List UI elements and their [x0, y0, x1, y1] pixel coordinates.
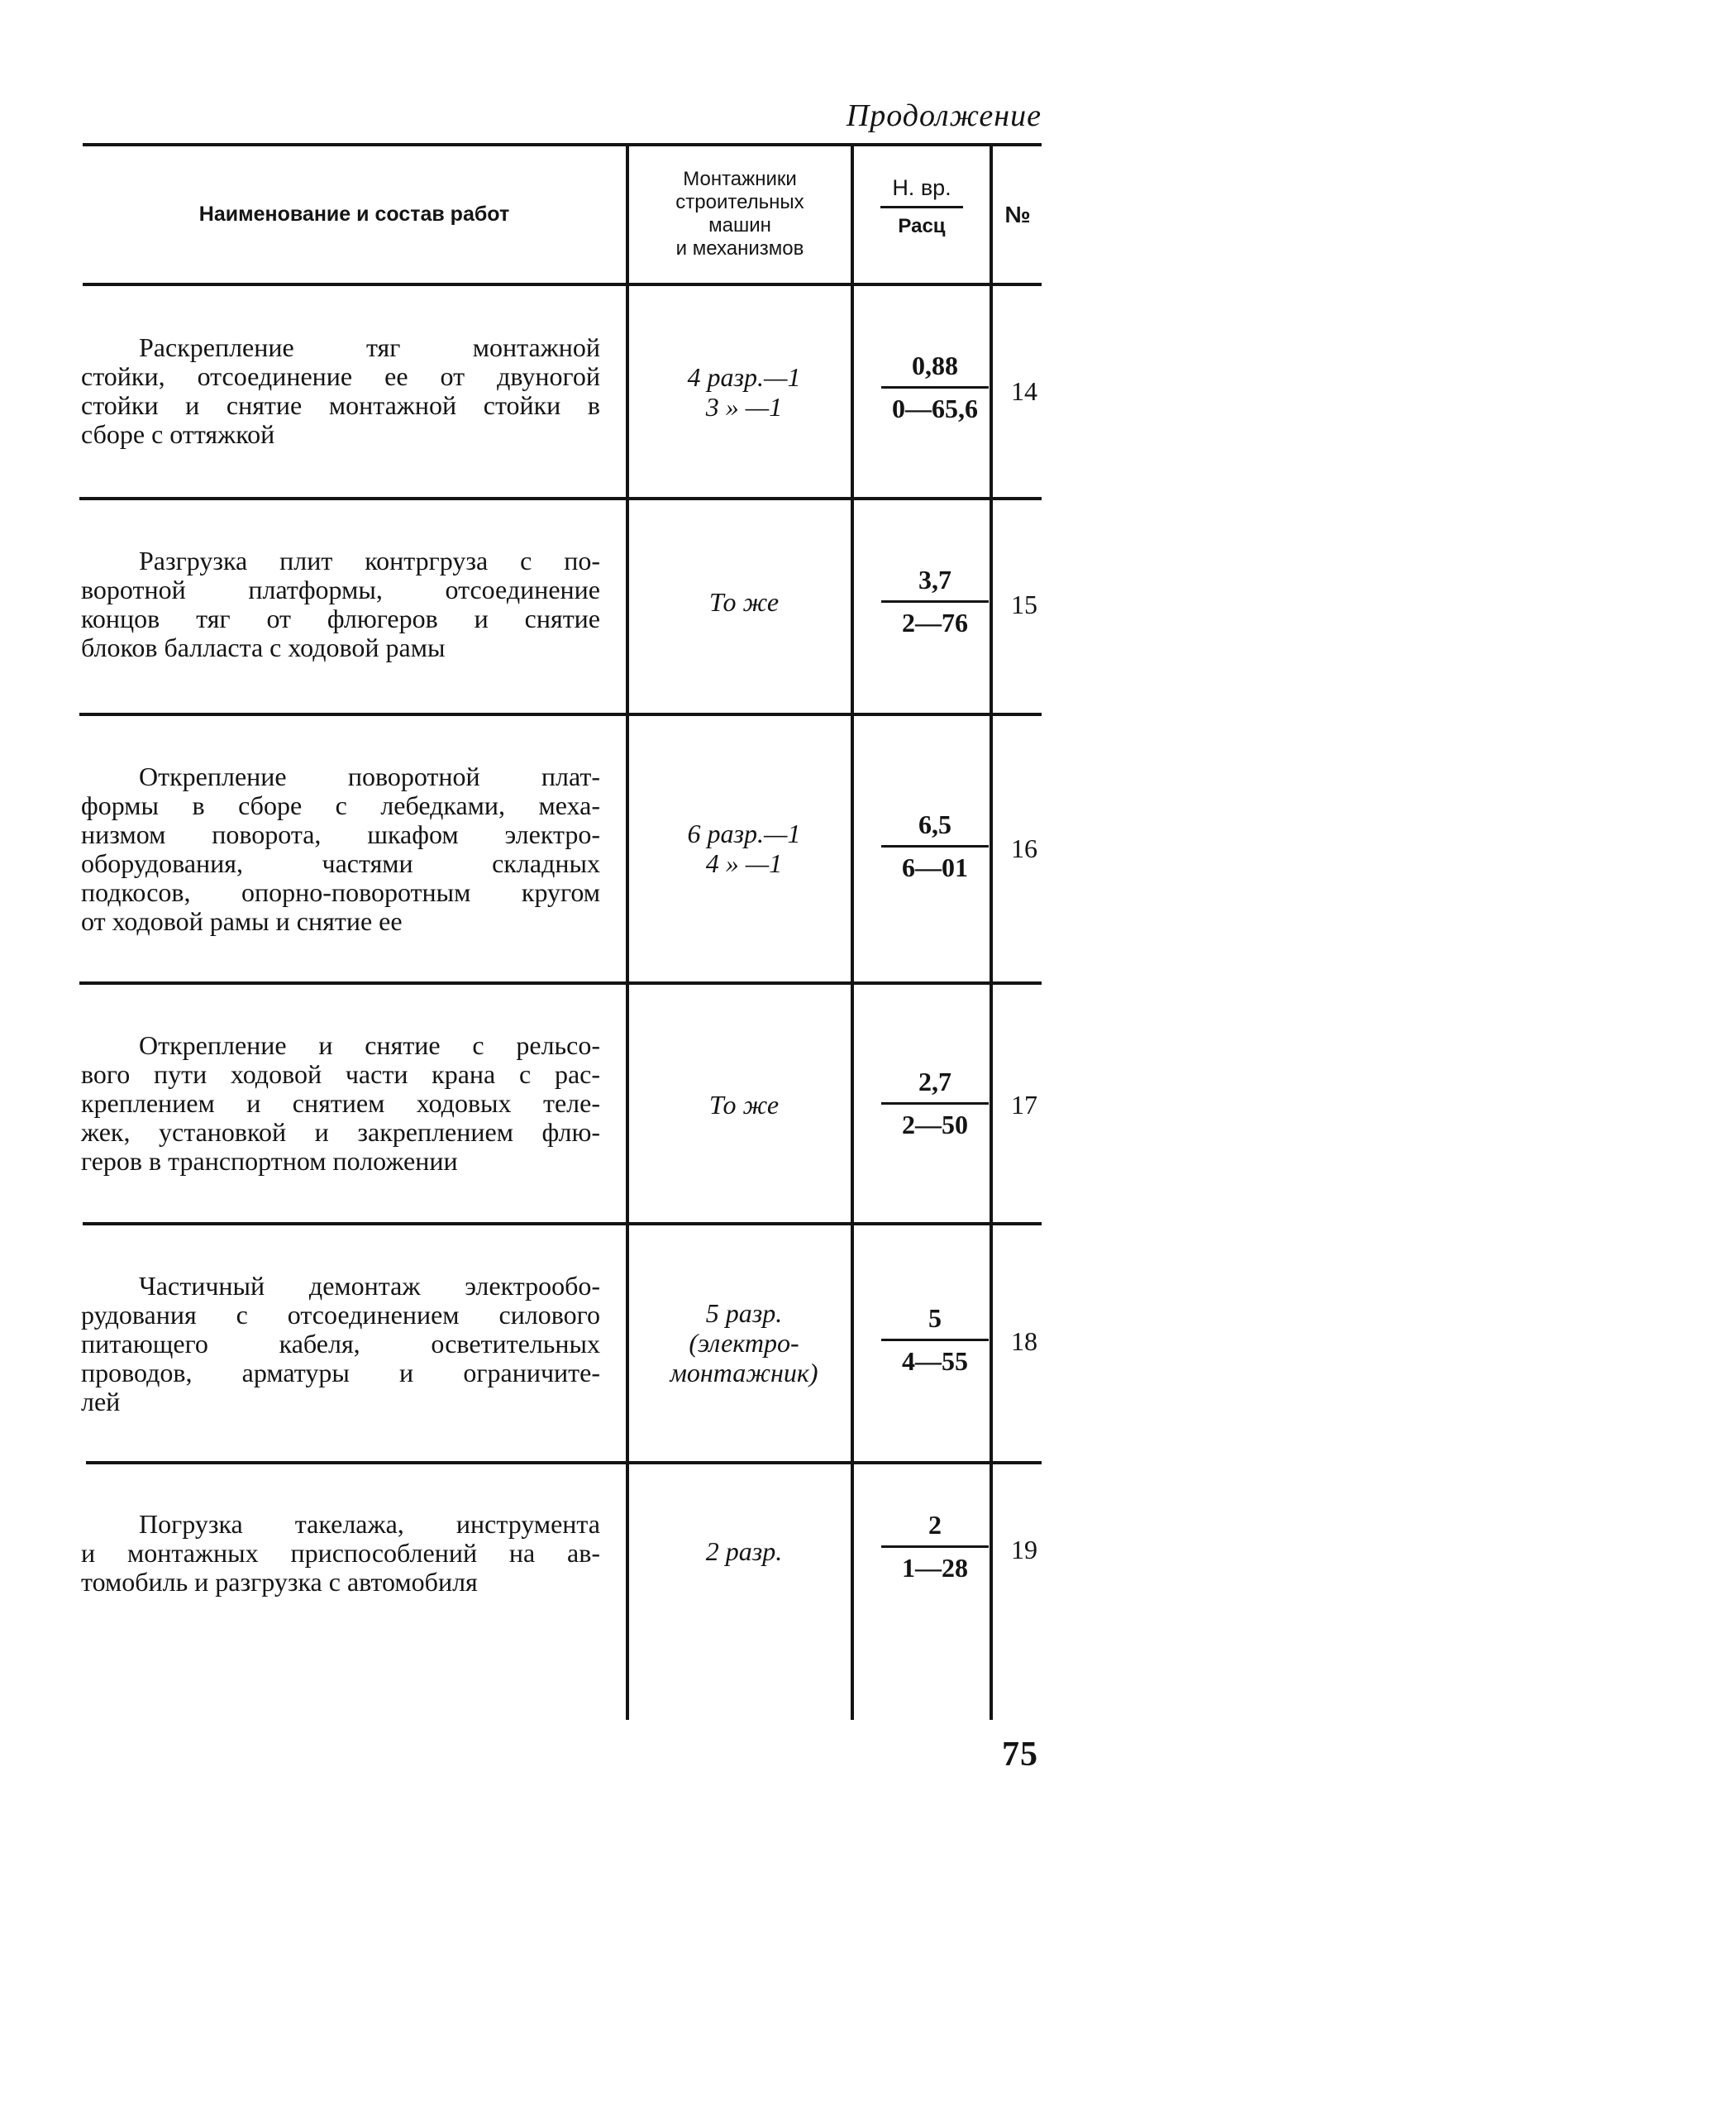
description-line: низмом поворота, шкафом электро-: [81, 819, 600, 849]
norm-time: 2,7: [918, 1067, 951, 1096]
row-divider-16-17: [79, 981, 1042, 985]
workers-line: 4 разр.—1: [687, 362, 801, 392]
column-header-name: Наименование и состав работ: [198, 202, 510, 226]
row-divider-17-18: [83, 1222, 1042, 1225]
description-line: питающего кабеля, осветительных: [81, 1329, 600, 1359]
description-line: сборе с оттяжкой: [81, 419, 275, 449]
description-line: Открепление и снятие с рельсо-: [139, 1030, 600, 1060]
continuation-label: Продолжение: [846, 98, 1042, 133]
row-workers: [637, 819, 851, 878]
workers-line: 2 разр.: [705, 1536, 783, 1566]
workers-line: (электро-: [689, 1328, 799, 1358]
description-line: вого пути ходовой части крана с рас-: [81, 1059, 600, 1089]
description-line: Раскрепление тяг монтажной: [139, 332, 600, 362]
description-line: креплением и снятием ходовых теле-: [81, 1088, 600, 1118]
column-divider-1: [626, 146, 629, 1720]
description-line: концов тяг от флюгеров и снятие: [81, 604, 600, 633]
row-norm: [856, 565, 1013, 638]
row-number: 16: [1011, 833, 1037, 863]
rate-header: Расц: [898, 215, 946, 237]
description-line: жек, установкой и закреплением флю-: [81, 1117, 600, 1147]
description-line: проводов, арматуры и ограничите-: [81, 1358, 600, 1387]
rate: 6—01: [902, 852, 968, 882]
description-line: блоков балласта с ходовой рамы: [81, 633, 446, 662]
header-bottom-rule: [83, 283, 1042, 286]
description-line: от ходовой рамы и снятие ее: [81, 906, 403, 936]
description-line: и монтажных приспособлений на ав-: [81, 1538, 600, 1568]
workers-header-line-2: строительных: [675, 191, 804, 213]
workers-header-line-3: машин: [708, 214, 771, 236]
description-line: Открепление поворотной плат-: [139, 762, 600, 791]
norm-time: 2: [928, 1510, 942, 1540]
page-number: 75: [1002, 1736, 1038, 1774]
column-header-number: №: [1004, 201, 1031, 227]
row-number: 14: [1011, 376, 1037, 406]
row-workers: [637, 362, 851, 422]
row-number: 15: [1011, 590, 1037, 619]
norm-time-header: Н. вр.: [892, 175, 951, 200]
row-norm: [856, 809, 1013, 883]
description-line: Погрузка такелажа, инструмента: [139, 1509, 600, 1539]
workers-line: 5 разр.: [705, 1298, 783, 1328]
description-line: лей: [81, 1387, 121, 1416]
row-number: 19: [1011, 1535, 1037, 1564]
workers-header-line-1: Монтажники: [683, 168, 797, 190]
row-divider-18-19: [86, 1461, 1042, 1464]
row-norm: [856, 1067, 1013, 1140]
row-description: [81, 1031, 600, 1176]
description-line: оборудования, частями складных: [81, 848, 600, 878]
rate: 4—55: [902, 1346, 968, 1376]
workers-line: То же: [708, 587, 780, 617]
row-description: [81, 547, 600, 662]
row-workers: [637, 1090, 851, 1120]
workers-line: 3 » —1: [705, 392, 783, 422]
rate: 0—65,6: [892, 394, 978, 423]
row-workers: [637, 1298, 851, 1387]
row-norm: [856, 351, 1013, 424]
row-norm: [856, 1510, 1013, 1583]
row-description: [81, 762, 600, 936]
row-workers: [637, 1536, 851, 1566]
description-line: Разгрузка плит контргруза с по-: [139, 546, 600, 575]
norm-time: 6,5: [918, 809, 951, 839]
row-number: 17: [1011, 1090, 1037, 1120]
row-number: 18: [1011, 1326, 1037, 1356]
description-line: Частичный демонтаж электрообо-: [139, 1271, 600, 1301]
row-description: [81, 1510, 600, 1597]
row-description: [81, 1272, 600, 1416]
description-line: стойки и снятие монтажной стойки в: [81, 390, 600, 420]
workers-line: 4 » —1: [705, 848, 783, 878]
workers-line: 6 разр.—1: [687, 819, 801, 848]
rate: 2—50: [902, 1110, 968, 1139]
column-header-norm: [854, 175, 990, 238]
column-header-workers: [629, 146, 851, 283]
workers-line: То же: [708, 1090, 780, 1120]
rate: 2—76: [902, 608, 968, 638]
row-divider-14-15: [79, 497, 1042, 500]
description-line: подкосов, опорно-поворотным кругом: [81, 877, 600, 907]
description-line: томобиль и разгрузка с автомобиля: [81, 1567, 478, 1597]
row-norm: [856, 1303, 1013, 1377]
row-description: [81, 333, 600, 449]
description-line: стойки, отсоединение ее от двуногой: [81, 361, 600, 391]
norm-time: 5: [928, 1303, 942, 1333]
norm-time: 0,88: [912, 351, 958, 380]
description-line: воротной платформы, отсоединение: [81, 575, 600, 604]
norm-time: 3,7: [918, 565, 951, 595]
row-workers: [637, 587, 851, 617]
workers-line: монтажник): [670, 1358, 818, 1387]
rate: 1—28: [902, 1553, 968, 1583]
row-divider-15-16: [79, 713, 1042, 716]
description-line: формы в сборе с лебедками, меха-: [81, 790, 600, 820]
description-line: рудования с отсоединением силового: [81, 1300, 600, 1330]
description-line: геров в транспортном положении: [81, 1146, 458, 1176]
workers-header-line-4: и механизмов: [675, 237, 804, 260]
